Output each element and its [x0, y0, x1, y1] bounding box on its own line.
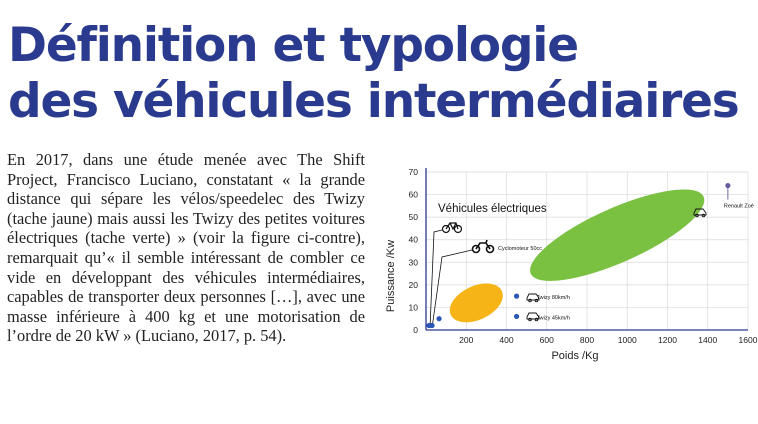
x-tick-label: 600 [539, 335, 554, 345]
bicycle-icon [443, 223, 462, 233]
data-point [436, 316, 441, 321]
x-axis-label: Poids /Kg [551, 350, 599, 362]
annotation-cyclomoteur: Cyclomoteur 50cc [498, 246, 543, 252]
y-tick-label: 10 [408, 302, 418, 313]
chart-title: Véhicules électriques [438, 203, 547, 215]
title-line-2: des véhicules intermédiaires [8, 74, 739, 129]
data-point [514, 294, 519, 299]
x-tick-label: 400 [499, 335, 514, 345]
region-tache-verte [520, 172, 715, 298]
scooter-icon [473, 240, 494, 253]
chart-regions [444, 172, 715, 330]
page-title [8, 18, 748, 130]
scatter-chart [376, 160, 758, 374]
x-tick-label: 800 [579, 335, 595, 345]
x-tick-label: 1200 [658, 335, 677, 345]
title-line-1: Définition et typologie [8, 18, 578, 73]
y-tick-label: 30 [408, 257, 418, 268]
data-point [725, 183, 730, 188]
body-paragraph: En 2017, dans une étude menée avec The Shift Project, Francisco Luciano, constatant « la grande distance qui sépare les vélos/speedelec des Twizy (tache jaune) mais aussi les Twizy des petites voitures électriques (tache verte) » (voir la figure ci-contre), remarquait qu’« il semble intéressant de combler ce vide en développant des véhicules intermédiaires, capables de transporter deux personnes […], avec une masse inférieure à 400 kg et une motorisation de l’ordre de 20 kW » (Luciano, 2017, p. 54). [7, 150, 365, 346]
y-tick-label: 50 [408, 212, 418, 223]
y-tick-label: 0 [413, 325, 418, 335]
x-tick-label: 1000 [617, 335, 637, 345]
point-label: Renault Zoé [723, 203, 754, 210]
x-tick-label: 200 [459, 335, 474, 345]
point-label: Twizy 45km/h [536, 315, 570, 322]
y-tick-label: 70 [408, 167, 418, 177]
point-label: Twizy 80km/h [536, 295, 570, 302]
y-axis-label: Puissance /Kw [385, 239, 397, 313]
data-point [429, 323, 434, 328]
x-tick-label: 1600 [738, 335, 758, 345]
y-tick-label: 40 [408, 234, 418, 245]
region-tache-jaune [444, 276, 509, 330]
y-tick-label: 20 [408, 279, 418, 290]
x-tick-label: 1400 [698, 335, 718, 345]
data-point [514, 314, 519, 319]
y-tick-label: 60 [408, 189, 418, 200]
